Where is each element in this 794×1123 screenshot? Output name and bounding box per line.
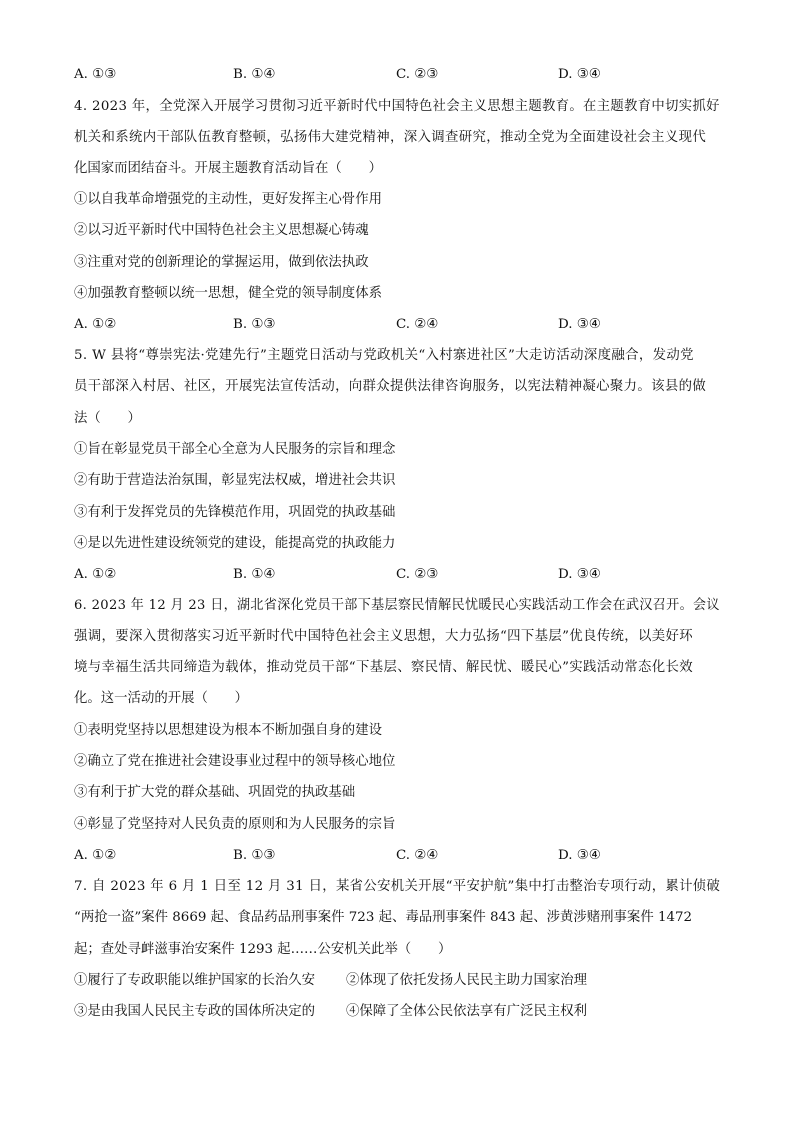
option-a[interactable]: A. ①② <box>74 317 117 332</box>
option-b[interactable]: B. ①④ <box>233 67 276 82</box>
option-d[interactable]: D. ③④ <box>558 317 601 332</box>
statement-item: ④是以先进性建设统领党的建设，能提高党的执政能力 <box>74 536 396 551</box>
question-stem-line: 强调，要深入贯彻落实习近平新时代中国特色社会主义思想，大力弘扬“四下基层”优良传统，以美好环 <box>74 629 693 644</box>
statement-item: ②以习近平新时代中国特色社会主义思想凝心铸魂 <box>74 223 369 238</box>
option-d[interactable]: D. ③④ <box>558 67 601 82</box>
question-stem-line: 6. 2023 年 12 月 23 日，湖北省深化党员干部下基层察民情解民忧暖民心实践活动工作会在武汉召开。会议 <box>74 598 720 613</box>
question-stem-line: 5. W 县将“尊崇宪法·党建先行”主题党日活动与党政机关“入村寨进社区”大走访活动深度融合，发动党 <box>74 348 694 363</box>
option-a[interactable]: A. ①② <box>74 567 117 582</box>
option-c[interactable]: C. ②③ <box>396 67 439 82</box>
question-stem-line: 法（ ） <box>74 411 141 426</box>
option-c[interactable]: C. ②④ <box>396 848 439 863</box>
question-stem-line: 员干部深入村居、社区，开展宪法宣传活动，向群众提供法律咨询服务，以宪法精神凝心聚力。该县的做 <box>74 379 707 394</box>
option-a[interactable]: A. ①③ <box>74 67 117 82</box>
statement-item: ②体现了依托发扬人民民主助力国家治理 <box>346 973 588 988</box>
option-d[interactable]: D. ③④ <box>558 848 601 863</box>
option-b[interactable]: B. ①③ <box>233 848 276 863</box>
question-stem-line: 4. 2023 年，全党深入开展学习贯彻习近平新时代中国特色社会主义思想主题教育。在主题教育中切实抓好 <box>74 99 720 114</box>
statement-item: ②有助于营造法治氛围，彰显宪法权威，增进社会共识 <box>74 473 396 488</box>
question-stem-line: 机关和系统内干部队伍教育整顿，弘扬伟大建党精神，深入调查研究，推动全党为全面建设社会主义现代 <box>74 130 707 145</box>
option-d[interactable]: D. ③④ <box>558 567 601 582</box>
option-b[interactable]: B. ①③ <box>233 317 276 332</box>
statement-item: ①以自我革命增强党的主动性，更好发挥主心骨作用 <box>74 192 382 207</box>
statement-item: ④彰显了党坚持对人民负责的原则和为人民服务的宗旨 <box>74 817 396 832</box>
option-c[interactable]: C. ②④ <box>396 317 439 332</box>
statement-item: ②确立了党在推进社会建设事业过程中的领导核心地位 <box>74 754 396 769</box>
question-stem-line: 境与幸福生活共同缔造为载体，推动党员干部“下基层、察民情、解民忧、暖民心”实践活动常态化长效 <box>74 660 693 675</box>
statement-item: ①表明党坚持以思想建设为根本不断加强自身的建设 <box>74 723 382 738</box>
option-b[interactable]: B. ①④ <box>233 567 276 582</box>
statement-item: ③注重对党的创新理论的掌握运用，做到依法执政 <box>74 255 369 270</box>
statement-item: ①旨在彰显党员干部全心全意为人民服务的宗旨和理念 <box>74 442 396 457</box>
question-stem-line: “两抢一盗”案件 8669 起、食品药品刑事案件 723 起、毒品刑事案件 843 起、涉黄涉赌刑事案件 1472 <box>74 910 693 925</box>
option-a[interactable]: A. ①② <box>74 848 117 863</box>
statement-item: ④保障了全体公民依法享有广泛民主权利 <box>346 1004 588 1019</box>
statement-item: ③是由我国人民民主专政的国体所决定的 <box>74 1004 316 1019</box>
statement-item: ④加强教育整顿以统一思想，健全党的领导制度体系 <box>74 286 382 301</box>
question-stem-line: 化。这一活动的开展（ ） <box>74 691 249 706</box>
option-c[interactable]: C. ②③ <box>396 567 439 582</box>
question-stem-line: 化国家而团结奋斗。开展主题教育活动旨在（ ） <box>74 161 382 176</box>
question-stem-line: 7. 自 2023 年 6 月 1 日至 12 月 31 日，某省公安机关开展“平安护航”集中打击整治专项行动，累计侦破 <box>74 879 721 894</box>
question-stem-line: 起；查处寻衅滋事治安案件 1293 起……公安机关此举（ ） <box>74 942 452 957</box>
statement-item: ①履行了专政职能以维护国家的长治久安 <box>74 973 316 988</box>
statement-item: ③有利于扩大党的群众基础、巩固党的执政基础 <box>74 785 356 800</box>
statement-item: ③有利于发挥党员的先锋模范作用，巩固党的执政基础 <box>74 505 396 520</box>
